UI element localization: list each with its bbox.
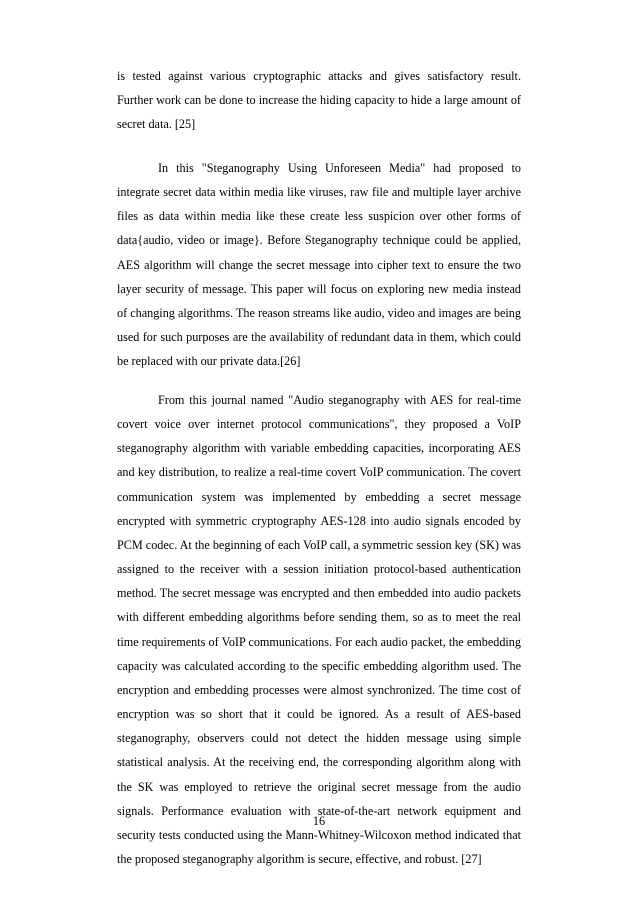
page-number: 16 bbox=[312, 814, 326, 828]
paragraph-audio-steganography: From this journal named "Audio steganography with AES for real-time covert voice over internet protocol communications", they proposed a VoIP steganography algorithm with variable embedding capacities, incorporating AES and key distribution, to realize a real-time covert VoIP communication. The covert communication system was implemented by embedding a secret message encrypted with symmetric cryptography AES-128 into audio signals encoded by PCM codec. At the beginning of each VoIP call, a symmetric session key (SK) was assigned to the receiver with a session initiation protocol-based authentication method. The secret message was encrypted and then embedded into audio packets with different embedding algorithms before sending them, so as to meet the real time requirements of VoIP communications. For each audio packet, the embedding capacity was calculated according to the specific embedding algorithm used. The encryption and embedding processes were almost synchronized. The time cost of encryption was so short that it could be ignored. As a result of AES-based steganography, observers could not detect the hidden message using simple statistical analysis. At the receiving end, the corresponding algorithm along with the SK was employed to retrieve the original secret message from the audio signals. Performance evaluation with state-of-the-art network equipment and security tests conducted using the Mann-Whitney-Wilcoxon method indicated that the proposed steganography algorithm is secure, effective, and robust. [27] bbox=[117, 393, 521, 866]
paragraph-unforeseen-media: In this "Steganography Using Unforeseen Media" had proposed to integrate secret data within media like viruses, raw file and multiple layer archive files as data within media like these create less suspicion over other forms of data{audio, video or image}. Before Steganography technique could be applied, AES algorithm will change the secret message into cipher text to ensure the two layer security of message. This paper will focus on exploring new media instead of changing algorithms. The reason streams like audio, video and images are being used for such purposes are the availability of redundant data in them, which could be replaced with our private data.[26] bbox=[117, 161, 521, 369]
paragraph-continuation: is tested against various cryptographic attacks and gives satisfactory result. Further work can be done to increase the hiding capacity to hide a large amount of secret data. [25] bbox=[117, 69, 521, 132]
